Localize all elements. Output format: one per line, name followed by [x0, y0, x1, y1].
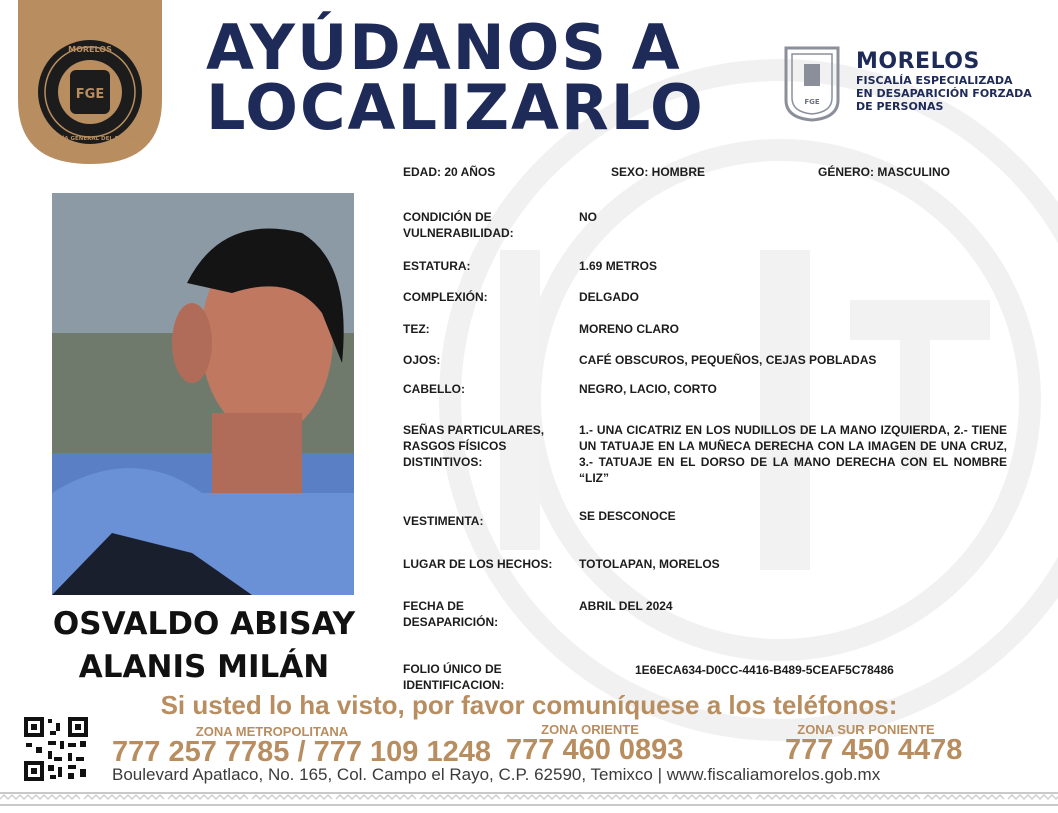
tez-label: TEZ: [403, 322, 430, 336]
page-title [206, 11, 705, 144]
vestimenta-value: SE DESCONOCE [579, 509, 676, 523]
genero-field: GÉNERO: MASCULINO [818, 165, 950, 179]
zone-metropolitana-label: ZONA METROPOLITANA [195, 724, 349, 739]
address-and-website: Boulevard Apatlaco, No. 165, Col. Campo el Rayo, C.P. 62590, Temixco | www.fiscaliamorelos.gob.mx [112, 765, 881, 784]
ojos-label: OJOS: [403, 353, 441, 367]
sexo-field: SEXO: HOMBRE [611, 165, 706, 179]
decorative-border [0, 791, 1058, 807]
zone-sur-poniente-phone: 777 450 4478 [785, 734, 963, 766]
shield-badge-text: FGE [804, 98, 820, 106]
complexion-value: DELGADO [579, 290, 639, 304]
tez-value: MORENO CLARO [579, 322, 679, 336]
logo-badge-text: FGE [75, 87, 105, 102]
estatura-value: 1.69 METROS [579, 259, 658, 273]
logo-ring-text: FISCALÍA GENERAL DEL ESTADO [40, 136, 140, 142]
estatura-label: ESTATURA: [403, 259, 471, 273]
fecha-label: FECHA DE DESAPARICIÓN: [403, 599, 499, 629]
zone-oriente-phone: 777 460 0893 [506, 734, 684, 766]
vulnerabilidad-label: CONDICIÓN DE VULNERABILIDAD: [403, 210, 514, 240]
person-name-line-1: OSVALDO ABISAY [52, 606, 356, 642]
vestimenta-label: VESTIMENTA: [403, 514, 484, 528]
folio-label: FOLIO ÚNICO DE IDENTIFICACION: [403, 662, 505, 692]
institution-block [856, 50, 1032, 113]
institution-line-2: EN DESAPARICIÓN FORZADA [856, 87, 1032, 100]
person-name-line-2: ALANIS MILÁN [78, 649, 330, 685]
vulnerabilidad-value: NO [579, 210, 597, 224]
folio-value: 1E6ECA634-D0CC-4416-B489-5CEAF5C78486 [635, 663, 894, 677]
senas-label: SEÑAS PARTICULARES, RASGOS FÍSICOS DISTINTIVOS: [403, 423, 545, 469]
institution-line-3: DE PERSONAS [856, 100, 944, 113]
fge-morelos-logo [18, 0, 162, 164]
qr-code-icon [24, 717, 88, 781]
senas-value: 1.- UNA CICATRIZ EN LOS NUDILLOS DE LA MANO IZQUIERDA, 2.- TIENE UN TATUAJE EN LA MUÑECA DERECHA CON LA IMAGEN DE UNA CRUZ, 3.- TATUAJE EN EL DORSO DE LA MANO DERECHA CON EL NOMBRE “LIZ” [579, 423, 1007, 485]
contact-call-to-action: Si usted lo ha visto, por favor comuníquese a los teléfonos: [160, 690, 898, 720]
zone-metropolitana-phone: 777 257 7785 / 777 109 1248 [112, 736, 491, 768]
lugar-label: LUGAR DE LOS HECHOS: [403, 557, 553, 571]
ojos-value: CAFÉ OBSCUROS, PEQUEÑOS, CEJAS POBLADAS [579, 353, 877, 367]
complexion-label: COMPLEXIÓN: [403, 290, 488, 304]
logo-top-text: MORELOS [68, 45, 112, 54]
fge-shield-icon [782, 44, 842, 122]
lugar-value: TOTOLAPAN, MORELOS [579, 557, 720, 571]
person-name [30, 603, 378, 689]
fecha-value: ABRIL DEL 2024 [579, 599, 673, 613]
title-line-2: LOCALIZARLO [206, 71, 705, 144]
institution-line-1: FISCALÍA ESPECIALIZADA [856, 74, 1013, 87]
edad-field: EDAD: 20 AÑOS [403, 165, 496, 179]
cabello-value: NEGRO, LACIO, CORTO [579, 382, 717, 396]
zone-oriente-label: ZONA ORIENTE [541, 722, 639, 737]
zone-sur-poniente-label: ZONA SUR PONIENTE [797, 722, 935, 737]
institution-name: MORELOS [856, 49, 980, 74]
person-photo [52, 193, 354, 595]
cabello-label: CABELLO: [403, 382, 465, 396]
title-line-1: AYÚDANOS A [206, 11, 682, 84]
